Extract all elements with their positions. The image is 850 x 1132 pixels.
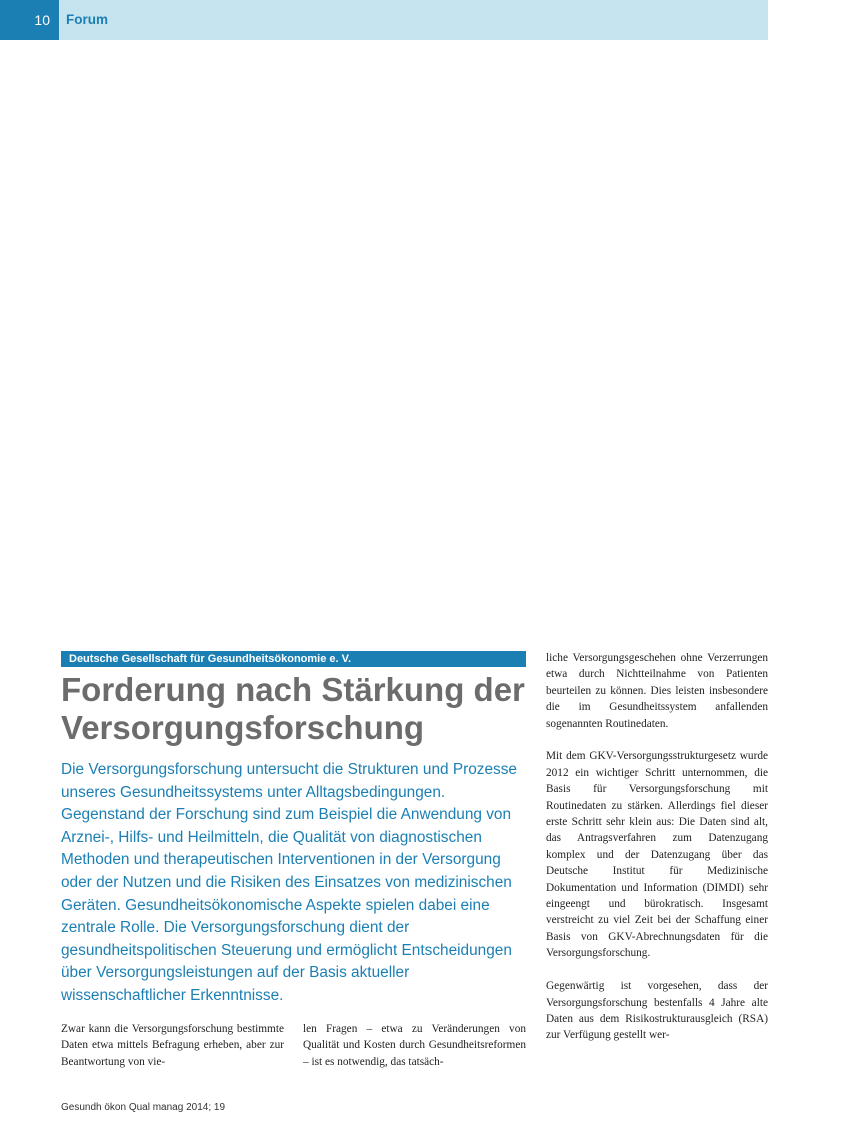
body-column-3 <box>546 650 768 1044</box>
organization-banner: Deutsche Gesellschaft für Gesundheitsökonomie e. V. <box>61 651 526 667</box>
body-column-1: Zwar kann die Versorgungsforschung bestimmte Daten etwa mittels Befragung erheben, aber zur Beantwortung von vie- <box>61 1023 284 1068</box>
body-paragraph: Gegenwärtig ist vorgesehen, dass der Versorgungsforschung bestenfalls 4 Jahre alte Daten aus dem Risikostrukturausgleich (RSA) zur Verfügung gestellt wer- <box>546 980 768 1042</box>
body-paragraph: liche Versorgungsgeschehen ohne Verzerrungen etwa durch Nichtteilnahme von Patienten beurteilen zu können. Dies leisten insbesondere die im Gesundheitssystem anfallenden sogenannten Routinedaten. <box>546 652 768 730</box>
body-paragraph: Mit dem GKV-Versorgungsstrukturgesetz wurde 2012 ein wichtiger Schritt unternommen, die Basis für Versorgungsforschung mit Routinedaten zu stärken. Allerdings fiel dieser erste Schritt sehr klein aus: Die Daten sind alt, das Antragsverfahren zum Datenzugang komplex und der Datenzugang über das Deutsche Institut für Medizinische Dokumentation und Information (DIMDI) sehr eingeengt und bürokratisch. Insgesamt verstreicht zu viel Zeit bei der Schaffung einer Basis von GKV-Abrechnungsdaten für die Versorgungsforschung. <box>546 750 768 960</box>
page-header <box>0 0 768 40</box>
page-number: 10 <box>0 0 59 40</box>
article-lead: Die Versorgungsforschung untersucht die Strukturen und Prozesse unseres Gesundheitssystems unter Alltagsbedingungen. Gegenstand der Forschung sind zum Beispiel die Anwendung von Arznei-, Hilfs- und Heilmitteln, die Qualität von diagnostischen Methoden und therapeutischen Interventionen in der Versorgung oder der Nutzen und die Risiken des Einsatzes von medizinischen Geräten. Gesundheitsökonomische Aspekte spielen dabei eine zentrale Rolle. Die Versorgungsforschung dient der gesundheitspolitischen Steuerung und ermöglicht Entscheidungen über Versorgungsleistungen auf der Basis aktueller wissenschaftlicher Erkenntnisse. <box>61 761 517 1004</box>
article-title: Forderung nach Stärkung der Versorgungsforschung <box>61 671 525 746</box>
body-column-2: len Fragen – etwa zu Veränderungen von Qualität und Kosten durch Gesundheitsreformen – ist es notwendig, das tatsäch- <box>303 1023 526 1068</box>
section-label: Forum <box>66 12 108 27</box>
journal-citation: Gesundh ökon Qual manag 2014; 19 <box>61 1102 226 1113</box>
